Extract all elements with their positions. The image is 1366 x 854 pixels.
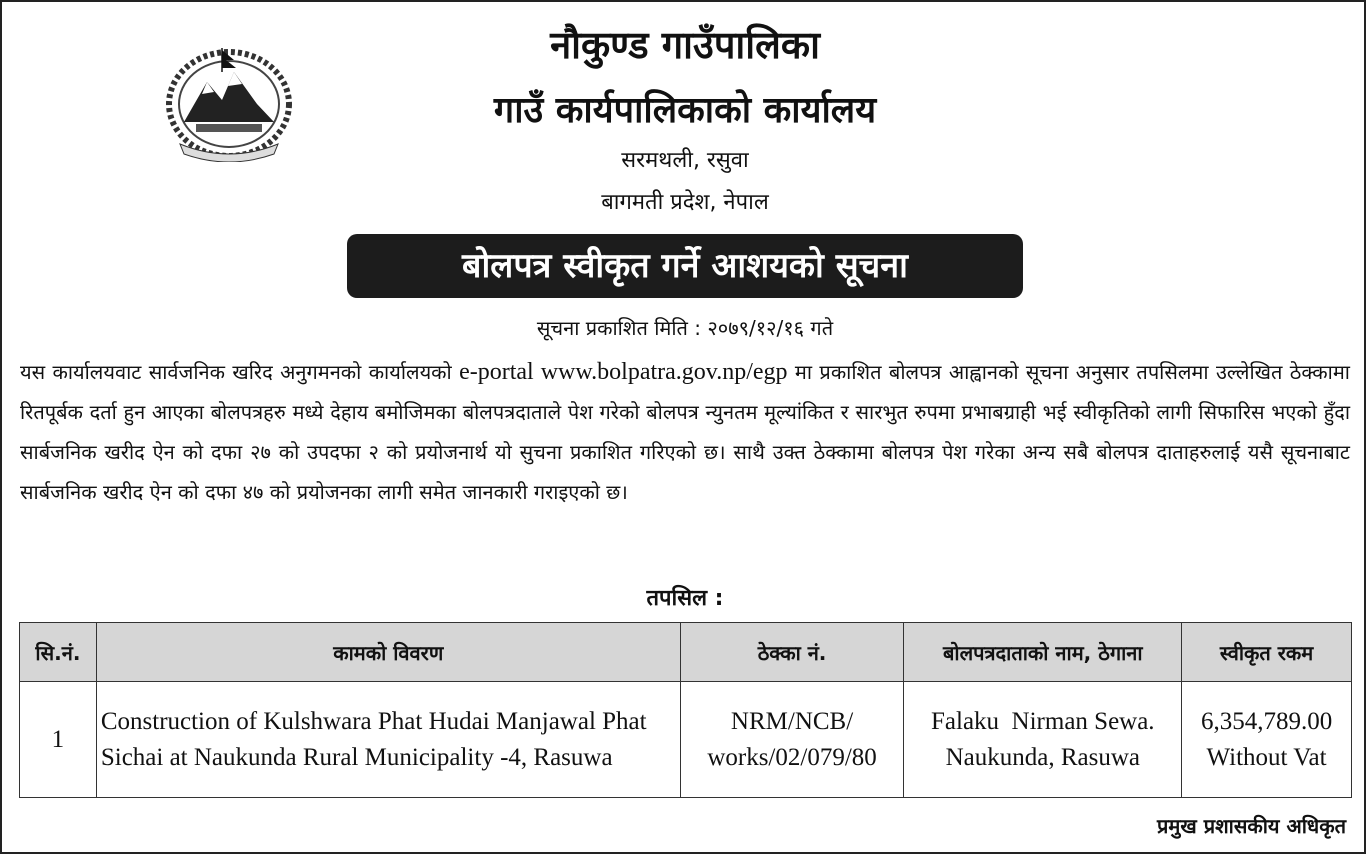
bidder-line-2: Naukunda, Rasuwa bbox=[945, 743, 1140, 771]
publish-date: सूचना प्रकाशित मिति : २०७९/१२/१६ गते bbox=[536, 316, 834, 340]
header-bidder: बोलपत्रदाताको नाम, ठेगाना bbox=[904, 623, 1182, 682]
header-contract-no: ठेक्का नं. bbox=[680, 623, 904, 682]
cell-contract-no bbox=[680, 682, 904, 798]
description-line-2: Sichai at Naukunda Rural Municipality -4, Rasuwa bbox=[100, 743, 613, 771]
amount-line-2: Without Vat bbox=[1206, 743, 1327, 771]
table-header-row bbox=[20, 623, 1352, 682]
body-text-part-1: यस कार्यालयवाट सार्वजनिक खरिद अनुगमनको कार्यालयको bbox=[20, 360, 460, 384]
contract-line-1: NRM/NCB/ bbox=[730, 707, 854, 735]
cell-description bbox=[96, 682, 680, 798]
eportal-link[interactable]: e-portal www.bolpatra.gov.np/egp bbox=[459, 359, 788, 385]
header-sn: सि.नं. bbox=[20, 623, 97, 682]
address-line-2: बागमती प्रदेश, नेपाल bbox=[601, 190, 769, 215]
bidder-line-1: Falaku Nirman Sewa. bbox=[931, 707, 1155, 735]
description-line-1: Construction of Kulshwara Phat Hudai Manjawal Phat bbox=[100, 707, 647, 735]
cell-sn: 1 bbox=[20, 682, 97, 798]
office-name: गाउँ कार्यपालिकाको कार्यालय bbox=[493, 90, 877, 131]
header-description: कामको विवरण bbox=[96, 623, 680, 682]
notice-body bbox=[20, 352, 1350, 512]
schedule-heading: तपसिल : bbox=[646, 586, 724, 611]
address-line-1: सरमथली, रसुवा bbox=[621, 148, 749, 173]
amount-line-1: 6,354,789.00 bbox=[1200, 707, 1333, 735]
contract-line-2: works/02/079/80 bbox=[707, 743, 877, 771]
signatory: प्रमुख प्रशासकीय अधिकृत bbox=[1157, 814, 1346, 838]
table-row bbox=[20, 682, 1352, 798]
notice-title-banner: बोलपत्र स्वीकृत गर्ने आशयको सूचना bbox=[347, 234, 1023, 298]
award-table bbox=[19, 622, 1352, 798]
cell-bidder bbox=[904, 682, 1182, 798]
header-amount: स्वीकृत रकम bbox=[1182, 623, 1352, 682]
body-text-part-2: मा प्रकाशित बोलपत्र आह्वानको सूचना अनुसार तपसिलमा उल्लेखित ठेक्कामा रितपूर्बक दर्ता हुन आएका बोलपत्रहरु मध्ये देहाय बमोजिमका बोलपत्रदाताले पेश गरेको बोलपत्र न्युनतम मूल्यांकित र सारभुत रुपमा प्रभाबग्राही भई स्वीकृतिको लागी सिफारिस भएको हुँदा सार्बजनिक खरीद ऐन को दफा २७ को उपदफा २ को प्रयोजनार्थ यो सुचना प्रकाशित गरिएको छ। साथै उक्त ठेक्कामा बोलपत्र पेश गरेका अन्य सबै बोलपत्र दाताहरुलाई यसै सूचनाबाट सार्बजनिक खरीद ऐन को दफा ४७ को प्रयोजनका लागी समेत जानकारी गराइएको छ। bbox=[20, 360, 1350, 504]
cell-amount bbox=[1182, 682, 1352, 798]
municipality-name: नौकुण्ड गाउँपालिका bbox=[550, 23, 820, 67]
